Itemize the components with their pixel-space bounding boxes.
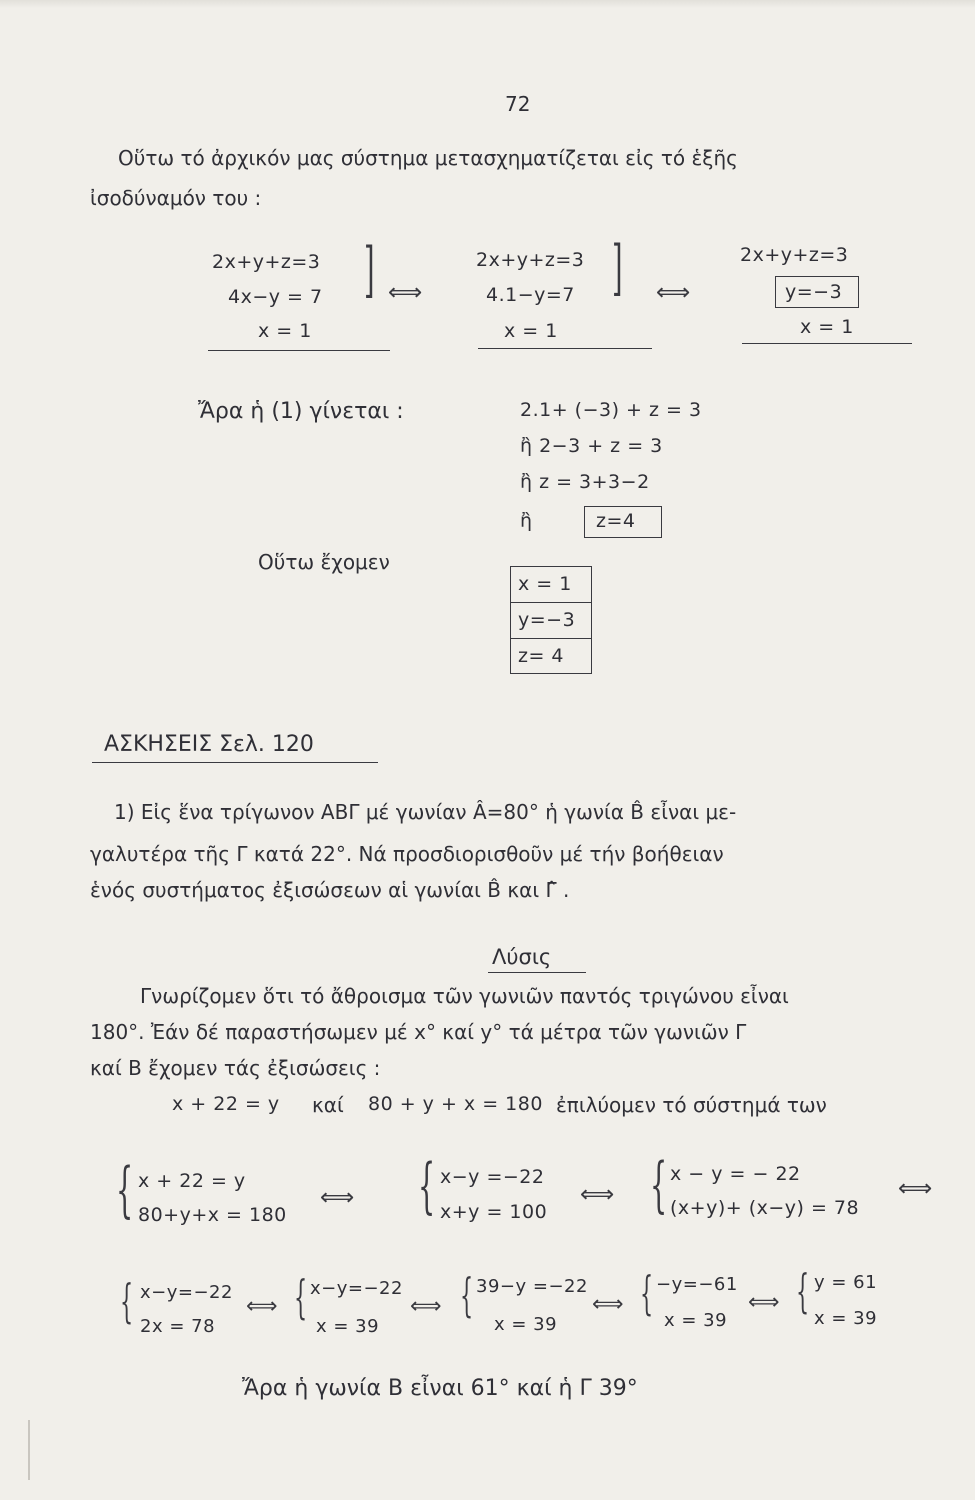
equation: x = 1 [258,320,312,342]
equation-a: x + 22 = y [172,1093,280,1115]
intro-line-2: ἰσοδύναμόν του : [90,186,262,210]
solution-x: x = 1 [518,573,572,595]
equation: 39−y =−22 [476,1276,588,1297]
boxed-result-text: z=4 [596,510,636,532]
equivalence-arrow: ⟺ [246,1294,278,1319]
exercise-line-1: 1) Εἰς ἕνα τρίγωνον ΑΒΓ μέ γωνίαν Â=80° ἡ γωνία B̂ εἶναι με- [114,800,737,824]
equation: y=−3 [785,281,843,303]
exercise-line-3: ἑνός συστήματος ἐξισώσεων αἱ γωνίαι B̂ και Γ̂ . [90,878,570,902]
left-brace: { [418,1151,436,1221]
lysis-tail: ἐπιλύομεν τό σύστημά των [556,1093,827,1117]
ara-step: ἢ 2−3 + z = 3 [520,435,663,457]
equivalence-arrow: ⟺ [898,1174,933,1202]
solution-divider [510,602,592,603]
equation: 4.1−y=7 [486,284,575,306]
equation: y = 61 [814,1272,878,1293]
scan-mark [28,1420,30,1480]
equation: x = 39 [664,1310,728,1331]
equation: x+y = 100 [440,1201,548,1223]
equation-b: 80 + y + x = 180 [368,1093,543,1115]
lysis-title-underline [488,972,586,973]
left-brace: { [650,1150,668,1220]
equation: x−y=−22 [140,1282,233,1303]
lysis-line-2: 180°. Ἐάν δέ παραστήσωμεν μέ x° καί y° τά μέτρα τῶν γωνιῶν Γ [90,1020,747,1044]
solution-y: y=−3 [518,609,576,631]
conclusion: Ἄρα ἡ γωνία B εἶναι 61° καί ἡ Γ 39° [242,1376,638,1401]
ara-step: ἢ z = 3+3−2 [520,471,650,493]
outo-exomen: Οὕτω ἔχομεν [258,550,390,574]
page-number: 72 [505,92,531,116]
left-brace: { [116,1155,134,1225]
equation: x = 39 [494,1314,558,1335]
equivalence-arrow: ⟺ [320,1183,355,1211]
solution-z: z= 4 [518,645,565,667]
lysis-line-3: καί B ἔχομεν τάς ἐξισώσεις : [90,1056,381,1080]
right-bracket: ] [612,233,623,303]
ara-step: 2.1+ (−3) + z = 3 [520,399,702,421]
equivalence-arrow: ⟺ [410,1294,442,1319]
ara-label: Ἄρα ἡ (1) γίνεται : [198,399,404,424]
section-title-underline [92,762,378,763]
exercise-line-2: γαλυτέρα τῆς Γ κατά 22°. Νά προσδιορισθοῦν μέ τήν βοήθειαν [90,842,724,866]
equivalence-arrow: ⟺ [580,1180,615,1208]
equation: x − y = − 22 [670,1163,801,1185]
lysis-title: Λύσις [492,945,552,969]
equation: 2x+y+z=3 [740,244,849,266]
equivalence-arrow: ⟺ [592,1292,624,1317]
equation: x = 1 [504,320,558,342]
underline [478,348,652,349]
kai-word: καί [312,1093,344,1117]
section-title: ΑΣΚΗΣΕΙΣ Σελ. 120 [104,732,314,757]
right-bracket: ] [364,235,375,305]
equivalence-arrow: ⟺ [388,278,423,306]
equation: 80+y+x = 180 [138,1204,287,1226]
left-brace: { [460,1268,474,1322]
solution-divider [510,638,592,639]
equation: x + 22 = y [138,1170,246,1192]
left-brace: { [120,1274,134,1328]
equation: x = 1 [800,316,854,338]
equivalence-arrow: ⟺ [748,1290,780,1315]
left-brace: { [796,1264,810,1318]
left-brace: { [640,1266,654,1320]
equation: 2x+y+z=3 [476,249,585,271]
equation: x = 39 [814,1308,878,1329]
equation: (x+y)+ (x−y) = 78 [670,1197,860,1219]
equation: x−y =−22 [440,1166,545,1188]
equation: 4x−y = 7 [228,286,323,308]
intro-line-1: Οὕτω τό ἀρχικόν μας σύστημα μετασχηματίζεται εἰς τό ἑξῆς [118,146,738,170]
ara-step-prefix: ἢ [520,510,533,532]
equation: x = 39 [316,1316,380,1337]
underline [742,343,912,344]
equation: −y=−61 [656,1274,738,1295]
underline [208,350,390,351]
scan-top-edge [0,0,975,8]
equation: x−y=−22 [310,1278,403,1299]
equivalence-arrow: ⟺ [656,278,691,306]
lysis-line-1: Γνωρίζομεν ὅτι τό ἄθροισμα τῶν γωνιῶν παντός τριγώνου εἶναι [140,984,789,1008]
equation: 2x+y+z=3 [212,251,321,273]
equation: 2x = 78 [140,1316,216,1337]
left-brace: { [294,1270,308,1324]
